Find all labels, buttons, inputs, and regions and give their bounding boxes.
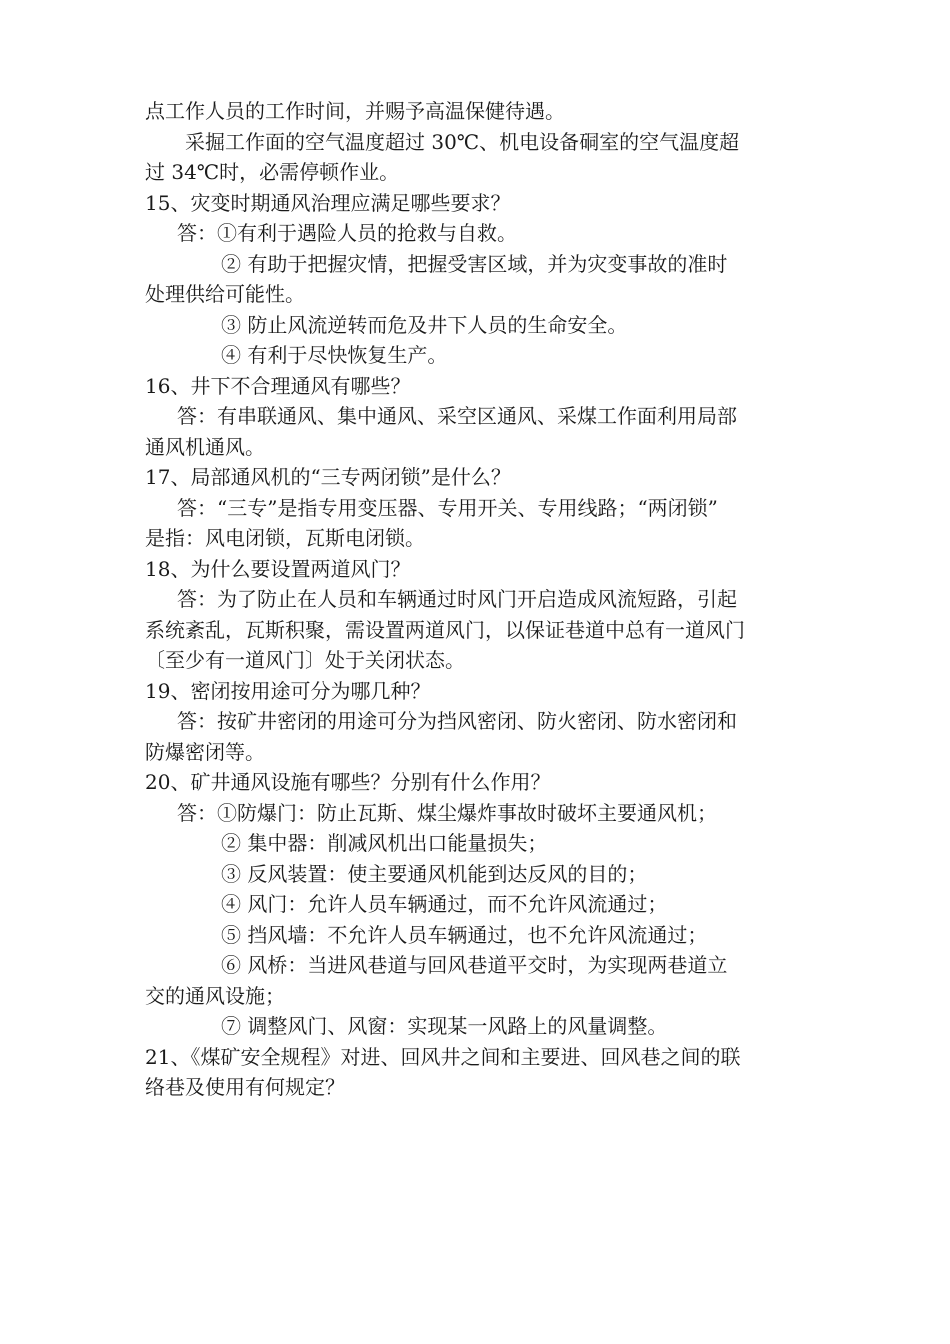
text-line: ② 有助于把握灾情，把握受害区域，并为灾变事故的准时 bbox=[221, 251, 728, 276]
text-line: ⑤ 挡风墙：不允许人员车辆通过，也不允许风流通过； bbox=[221, 922, 708, 947]
text-line: ③ 防止风流逆转而危及井下人员的生命安全。 bbox=[221, 312, 628, 337]
text-line: ⑥ 风桥：当进风巷道与回风巷道平交时，为实现两巷道立 bbox=[221, 953, 728, 977]
text-line: 15、灾变时期通风治理应满足哪些要求？ bbox=[145, 190, 511, 215]
text-line: 答：按矿井密闭的用途可分为挡风密闭、防火密闭、防水密闭和 bbox=[177, 709, 737, 733]
text-line: ③ 反风装置：使主要通风机能到达反风的目的； bbox=[221, 861, 648, 886]
text-line: 19、密闭按用途可分为哪几种？ bbox=[145, 678, 431, 703]
text-line: 交的通风设施； bbox=[145, 983, 285, 1008]
text-line: ④ 有利于尽快恢复生产。 bbox=[221, 343, 448, 367]
text-line: 18、为什么要设置两道风门？ bbox=[145, 556, 411, 581]
text-line: 答：为了防止在人员和车辆通过时风门开启造成风流短路，引起 bbox=[177, 587, 737, 611]
text-line: 答：有串联通风、集中通风、采空区通风、采煤工作面利用局部 bbox=[177, 404, 737, 428]
text-line: 过 34℃时，必需停顿作业。 bbox=[145, 160, 400, 184]
text-line: 采掘工作面的空气温度超过 30℃、机电设备硐室的空气温度超 bbox=[185, 129, 740, 154]
text-line: 答：“三专”是指专用变压器、专用开关、专用线路；“两闭锁” bbox=[177, 495, 718, 520]
text-line: 防爆密闭等。 bbox=[145, 739, 265, 764]
text-line: ④ 风门：允许人员车辆通过，而不允许风流通过； bbox=[221, 892, 668, 916]
text-line: 16、井下不合理通风有哪些？ bbox=[145, 373, 411, 398]
text-line: ② 集中器：削减风机出口能量损失； bbox=[221, 831, 548, 855]
text-line: 通风机通风。 bbox=[145, 434, 265, 459]
text-line: 络巷及使用有何规定？ bbox=[145, 1075, 345, 1099]
text-line: 处理供给可能性。 bbox=[145, 282, 305, 306]
text-line: 17、局部通风机的“三专两闭锁”是什么？ bbox=[145, 465, 511, 489]
text-line: 答：①防爆门：防止瓦斯、煤尘爆炸事故时破坏主要通风机； bbox=[177, 800, 717, 825]
text-line: 〔至少有一道风门〕处于关闭状态。 bbox=[145, 648, 465, 672]
document-body bbox=[145, 96, 815, 1103]
text-line: 20、矿井通风设施有哪些？分别有什么作用？ bbox=[145, 770, 551, 794]
text-line: 是指：风电闭锁，瓦斯电闭锁。 bbox=[145, 526, 425, 550]
text-line: ⑦ 调整风门、风窗：实现某一风路上的风量调整。 bbox=[221, 1014, 668, 1038]
text-line: 答：①有利于遇险人员的抢救与自救。 bbox=[177, 221, 517, 245]
text-line: 系统紊乱，瓦斯积聚，需设置两道风门，以保证巷道中总有一道风门 bbox=[145, 617, 745, 642]
text-line: 21、《煤矿安全规程》对进、回风井之间和主要进、回风巷之间的联 bbox=[145, 1044, 741, 1069]
text-line: 点工作人员的工作时间，并赐予高温保健待遇。 bbox=[145, 99, 565, 123]
